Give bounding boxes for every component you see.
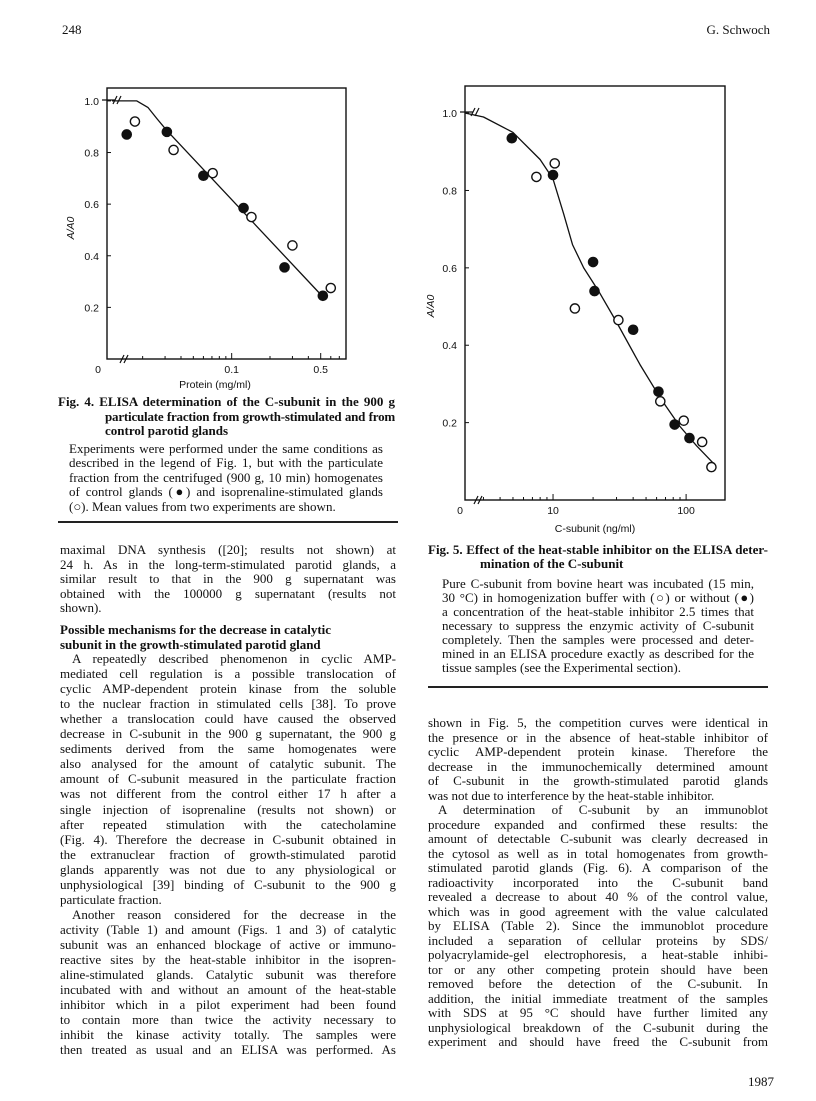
filled-data-point [162, 127, 171, 136]
open-data-point [550, 159, 559, 168]
text-line: single injection of isoprenaline (results not shown) or [60, 801, 396, 817]
text-line: of control glands (●) and isoprenaline-stimulated glands [69, 484, 383, 500]
text-line: whether a translocation could have caused the observed [60, 711, 396, 727]
text-line: maximal DNA synthesis ([20]; results not shown) at [60, 542, 396, 557]
text-line: Fig. 5. Effect of the heat-stable inhibitor on the ELISA deter- [428, 542, 768, 557]
filled-data-point [685, 433, 694, 442]
x-tick-label: 0 [457, 505, 463, 517]
text-line: Pure C-subunit from bovine heart was incubated (15 min, [442, 576, 754, 591]
y-axis-break-icon [102, 96, 121, 104]
text-line: amount of C-subunit measured in the particulate fraction [60, 771, 396, 787]
text-line: (○). Mean values from two experiments are shown. [69, 498, 336, 514]
text-line: amount of detectable C-subunit was clearly decreased in [428, 831, 768, 846]
text-line: particulate fraction. [60, 891, 162, 907]
text-line: 30 °C) in homogenization buffer with (○) or without (●) [442, 590, 754, 605]
text-line: decrease in C-subunit in the 900 g supernatant, the 900 g [60, 726, 396, 742]
x-tick-label: 10 [547, 505, 559, 517]
text-line: after repeated stimulation with the catecholamine [60, 816, 396, 832]
filled-data-point [280, 263, 289, 272]
filled-data-point [629, 325, 638, 334]
text-line: the presence or in the absence of heat-stable inhibitor of [428, 729, 768, 745]
open-data-point [326, 283, 335, 292]
text-line: which was in good agreement with the value calculated [428, 903, 768, 919]
text-line: inhibit the kinase activity totally. The samples were [60, 1027, 396, 1043]
plot-frame [107, 88, 346, 359]
text-line: subunit in the growth-stimulated parotid gland [60, 636, 321, 652]
y-tick-label: 0.4 [84, 250, 99, 263]
y-axis-label: A/A0 [65, 216, 77, 240]
x-tick-label: 0.1 [224, 364, 239, 376]
filled-data-point [654, 387, 663, 396]
filled-data-point [548, 170, 557, 179]
text-line: tor or any other competing protein should have been [428, 961, 768, 977]
y-tick-label: 1.0 [442, 108, 457, 121]
open-data-point [208, 169, 217, 178]
text-line: decrease in the immunochemically determined amount [428, 758, 768, 774]
filled-data-point [588, 257, 597, 266]
text-line: addition, the initial immediate treatment of the samples [428, 990, 768, 1006]
text-line: A repeatedly described phenomenon in cyclic AMP- [72, 651, 396, 666]
filled-data-point [507, 134, 516, 143]
text-line: similar result to that in the 900 g supernatant was [60, 571, 396, 587]
text-line: experiment and should have freed the C-subunit from [428, 1034, 768, 1049]
text-line: Fig. 4. ELISA determination of the C-subunit in the 900 g [58, 394, 395, 409]
text-line: tissue samples (see the Experimental section). [442, 660, 681, 675]
text-line: the cytosol as well as in total homogenates from growth- [428, 845, 768, 861]
text-line: shown in Fig. 5, the competition curves were identical in [428, 715, 768, 730]
text-line: cyclic AMP-dependent protein kinase. Therefore the [428, 744, 768, 759]
text-line: then treated as usual and an ELISA was performed. As [60, 1042, 396, 1058]
text-line: unphysiological breakdown of the C-subunit during the [428, 1019, 768, 1035]
text-line: mined in an ELISA procedure exactly as described for the [442, 646, 754, 661]
text-line: subunit was an enhanced blockage of active or immuno- [60, 937, 396, 953]
text-line: shown). [60, 600, 102, 616]
running-author: G. Schwoch [706, 22, 770, 37]
x-tick-label: 0.5 [313, 364, 329, 376]
text-line: control parotid glands [105, 423, 229, 439]
text-line: mediated cell regulation is a possible translocation of [60, 666, 396, 682]
text-line: Another reason considered for the decrease in the [72, 907, 396, 922]
x-axis-label: Protein (mg/ml) [179, 379, 251, 391]
text-line: sediments derived from the same homogenates were [60, 741, 396, 757]
open-data-point [707, 463, 716, 472]
filled-data-point [590, 286, 599, 295]
text-line: completely. Then the samples were processed and deter- [442, 632, 754, 647]
filled-data-point [199, 171, 208, 180]
open-data-point [169, 145, 178, 154]
filled-data-point [318, 291, 327, 300]
filled-data-point [239, 203, 248, 212]
text-line: unphysiological [39] binding of C-subunit to the 900 g [60, 876, 396, 892]
text-line: obtained with the 100000 g supernatant (results not [60, 585, 396, 601]
text-line: stimulated parotid glands (Fig. 6). A comparison of the [428, 860, 768, 875]
text-line: particulate fraction from growth-stimulated and from [105, 408, 395, 424]
open-data-point [698, 437, 707, 446]
text-line: to contain more than twice the activity necessary to [60, 1012, 396, 1028]
open-data-point [679, 416, 688, 425]
text-line: by ELISA (Table 2). Since the immunoblot procedure [428, 918, 768, 933]
open-data-point [130, 117, 139, 126]
text-line: a concentration of the heat-stable inhibitor 2.5 times that [442, 604, 754, 619]
open-data-point [614, 315, 623, 324]
text-line: of C-subunit in the growth-stimulated parotid glands [428, 773, 768, 788]
text-line: cyclic AMP-dependent protein kinase from the soluble [60, 681, 396, 697]
text-line: polyacrylamide-gel electrophoresis, a heat-stable inhibi- [428, 947, 768, 962]
open-data-point [532, 172, 541, 181]
y-tick-label: 0.8 [84, 147, 99, 160]
filled-data-point [122, 130, 131, 139]
text-line: included a separation of cellular proteins by SDS/ [428, 932, 768, 948]
open-data-point [247, 212, 256, 221]
open-data-point [288, 241, 297, 250]
text-line: was not different from the control either 17 h after a [60, 786, 396, 802]
text-line: mination of the C-subunit [480, 555, 624, 571]
text-line: reactive sites by the heat-stable inhibitor in the isopren- [60, 952, 396, 968]
page-number-header: 248 [62, 22, 82, 37]
text-line: described in the legend of Fig. 1, but with the particulate [69, 455, 383, 471]
y-axis-label: A/A0 [425, 294, 437, 318]
filled-data-point [670, 420, 679, 429]
y-tick-label: 0.6 [442, 262, 457, 275]
x-tick-label: 0 [95, 364, 101, 376]
text-line: was not due to interference by the heat-stable inhibitor. [428, 787, 715, 803]
text-line: removed before the detection of the C-subunit. In [428, 976, 768, 991]
y-tick-label: 0.8 [442, 185, 457, 198]
text-line: the extranuclear fraction of growth-stimulated parotid [60, 846, 396, 862]
y-tick-label: 0.4 [442, 340, 457, 353]
text-line: A determination of C-subunit by an immunoblot [438, 802, 768, 817]
text-line: Possible mechanisms for the decrease in catalytic [60, 622, 332, 637]
text-line: with SDS at 95 °C should have further limited any [428, 1005, 768, 1020]
y-tick-label: 0.6 [84, 199, 99, 212]
text-line: radioactivity incorporated into the C-subunit band [428, 874, 768, 890]
text-line: activity (Table 1) and amount (Figs. 1 and 3) of catalytic [60, 922, 396, 938]
text-line: necessary to suppress the enzymic activity of C-subunit [442, 618, 754, 633]
text-line: to the nuclear fraction in stimulated cells [38]. To prove [60, 696, 396, 712]
text-line: glands apparently was not due to any physiological or [60, 861, 396, 877]
x-tick-label: 100 [677, 505, 695, 517]
text-line: procedure expanded and confirmed these results: the [428, 816, 768, 832]
y-tick-label: 0.2 [442, 417, 457, 430]
text-line: (Fig. 4). Therefore the decrease in C-subunit obtained in [60, 831, 396, 847]
fitted-curve [466, 113, 714, 463]
text-line: aline-stimulated glands. Catalytic subunit was therefore [60, 967, 396, 983]
open-data-point [570, 304, 579, 313]
text-line: Experiments were performed under the same conditions as [69, 441, 383, 456]
text-line: 24 h. As in the long-term-stimulated parotid glands, a [60, 556, 396, 572]
text-line: also analysed for the amount of catalytic subunit. The [60, 756, 396, 772]
y-tick-label: 0.2 [84, 302, 99, 315]
text-line: incubated with and without an amount of the heat-stable [60, 982, 396, 998]
text-line: revealed a decrease to about 40 % of the control value, [428, 889, 768, 904]
figure5-divider [428, 686, 768, 688]
open-data-point [656, 397, 665, 406]
text-line: fraction from the centrifuged (900 g, 10 min) homogenates [69, 469, 383, 485]
figure4-divider [58, 521, 398, 523]
x-axis-label: C-subunit (ng/ml) [554, 523, 636, 535]
y-tick-label: 1.0 [84, 95, 99, 108]
page-number-footer: 1987 [748, 1074, 774, 1089]
text-line: inhibitor which in a pilot experiment had been found [60, 997, 396, 1013]
